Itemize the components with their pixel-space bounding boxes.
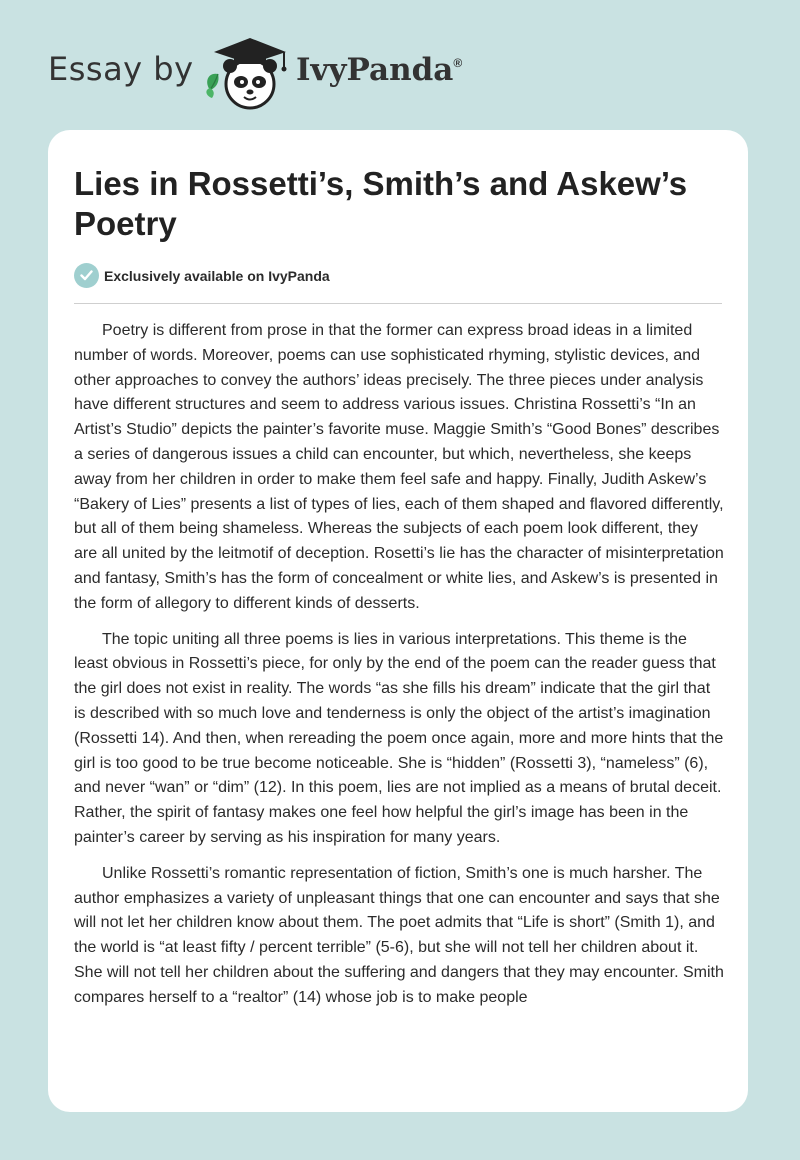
registered-mark: ® (453, 56, 463, 70)
exclusive-badge-label: Exclusively available on IvyPanda (104, 267, 330, 284)
title-divider (74, 303, 722, 304)
brand-name: IvyPanda (296, 52, 454, 88)
essay-body (74, 319, 724, 1022)
check-icon (74, 263, 99, 288)
site-header (0, 0, 800, 120)
essay-by-label: Essay by (48, 50, 194, 88)
panda-graduate-icon[interactable] (200, 32, 296, 112)
essay-card (48, 130, 748, 1112)
essay-paragraph: Unlike Rossetti’s romantic representation of fiction, Smith’s one is much harsher. The author emphasizes a variety of unpleasant things that one can encounter and says that she will not let her children know about them. The poet admits that “Life is short” (Smith 1), and the world is “at least fifty / percent terrible” (5-6), but she will not tell her children about it. She will not tell her children about the suffering and dangers that they may encounter. Smith compares herself to a “realtor” (14) whose job is to make people (74, 864, 724, 1006)
essay-title: Lies in Rossetti’s, Smith’s and Askew’s Poetry (74, 165, 688, 242)
exclusive-badge (74, 263, 330, 288)
brand-logo-text[interactable] (296, 52, 462, 88)
essay-paragraph: Poetry is different from prose in that the former can express broad ideas in a limited number of words. Moreover, poems can use sophisticated rhyming, stylistic devices, and other approaches to convey the authors’ ideas precisely. The three pieces under analysis have different structures and seem to address various issues. Christina Rossetti’s “In an Artist’s Studio” depicts the painter’s favorite muse. Maggie Smith’s “Good Bones” describes a series of dangerous issues a child can encounter, but which, nevertheless, she keeps away from her children in order to make them feel safe and happy. Finally, Judith Askew’s “Bakery of Lies” presents a list of types of lies, each of them shaped and flavored differently, but all of them being shameless. Whereas the subjects of each poem look different, they are all united by the leitmotif of deception. Rosetti’s lie has the character of misinterpretation and fantasy, Smith’s has the form of concealment or white lies, and Askew’s is presented in the form of allegory to different kinds of desserts. (74, 322, 724, 612)
essay-paragraph: The topic uniting all three poems is lies in various interpretations. This theme is the least obvious in Rossetti’s piece, for only by the end of the poem can the reader guess that the girl does not exist in reality. The words “as she fills his dream” indicate that the girl that is described with so much love and tenderness is only the object of the artist’s imagination (Rossetti 14). And then, when rereading the poem once again, more and more hints that the girl is too good to be true become noticeable. She is “hidden” (Rossetti 3), “nameless” (6), and never “wan” or “dim” (12). In this poem, lies are not implied as a means of brutal deceit. Rather, the spirit of fantasy makes one feel how helpful the girl’s image has been in the painter’s career by serving as his inspiration for many years. (74, 630, 724, 846)
